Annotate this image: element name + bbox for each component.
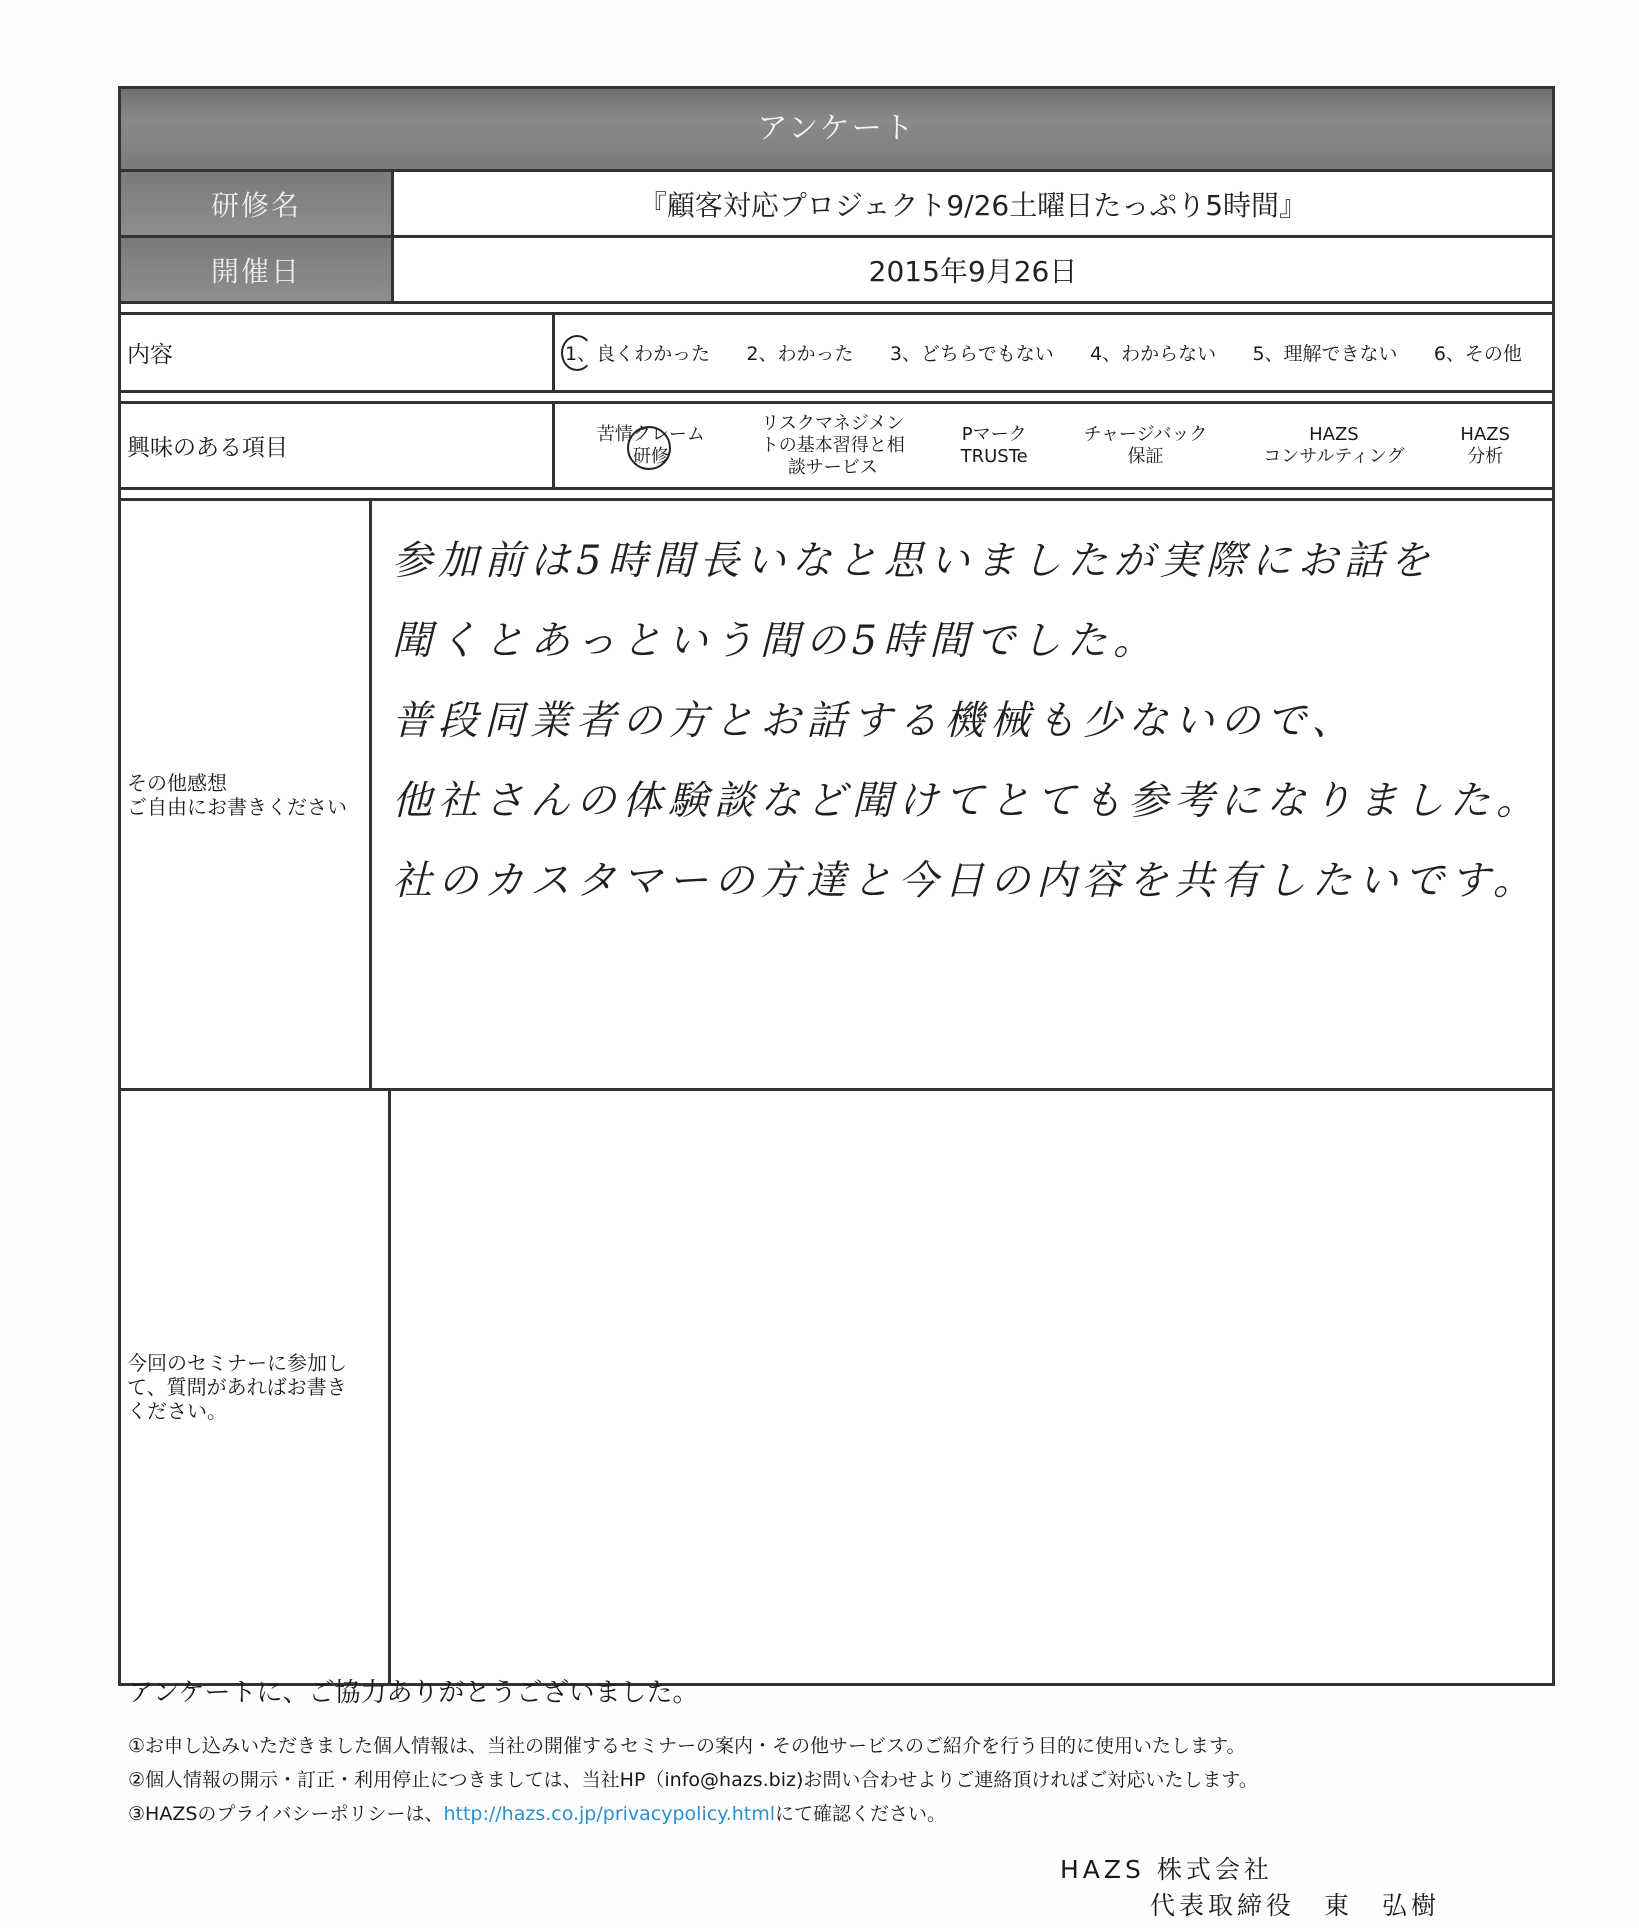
interest-label: HAZS 分析 xyxy=(1460,423,1511,467)
interest-complaint-training[interactable] xyxy=(597,424,705,468)
course-row xyxy=(121,172,1552,238)
privacy-note-3-prefix: ③HAZSのプライバシーポリシーは、 xyxy=(128,1803,444,1825)
impressions-row xyxy=(121,501,1552,1091)
content-label: 内容 xyxy=(121,315,555,390)
questions-field[interactable] xyxy=(391,1091,1552,1683)
survey-form xyxy=(118,86,1555,1686)
content-option-label: 6、その他 xyxy=(1433,343,1522,365)
interest-hazs-analysis[interactable] xyxy=(1460,424,1510,468)
handwritten-line: 普段同業者の方とお話する機械も少ないので、 xyxy=(392,698,1358,744)
content-option-label: 2、わかった xyxy=(746,343,854,365)
interest-risk-management[interactable] xyxy=(761,413,905,479)
content-option-label: 5、理解できない xyxy=(1252,343,1398,365)
interest-label: HAZS コンサルティング xyxy=(1263,423,1405,467)
interest-label: 苦情クレーム 研修 xyxy=(596,423,705,467)
interests-label: 興味のある項目 xyxy=(121,404,555,487)
content-option-label: 1、良くわかった xyxy=(565,343,711,365)
date-label: 開催日 xyxy=(121,238,394,301)
footer xyxy=(128,1672,1548,1831)
questions-label: 今回のセミナーに参加し て、質問があればお書き ください。 xyxy=(121,1091,391,1683)
interest-options xyxy=(555,404,1552,487)
section-gap xyxy=(121,304,1552,315)
handwritten-line: 社のカスタマーの方達と今日の内容を共有したいです。 xyxy=(392,858,1539,904)
interest-label: Pマーク TRUSTe xyxy=(960,423,1028,467)
content-row xyxy=(121,315,1552,393)
course-label: 研修名 xyxy=(121,172,394,235)
interest-hazs-consulting[interactable] xyxy=(1263,424,1404,468)
privacy-note-3-suffix: にて確認ください。 xyxy=(775,1803,947,1825)
content-options xyxy=(555,315,1552,390)
interest-label: リスクマネジメン トの基本習得と相 談サービス xyxy=(760,412,905,478)
section-gap xyxy=(121,393,1552,404)
content-option-6[interactable] xyxy=(1434,339,1522,366)
company-name: HAZS 株式会社 xyxy=(1060,1855,1273,1884)
impressions-field[interactable] xyxy=(372,501,1552,1088)
content-option-3[interactable] xyxy=(890,339,1054,366)
privacy-policy-link[interactable]: http://hazs.co.jp/privacypolicy.html xyxy=(443,1803,776,1825)
interest-label: チャージバック 保証 xyxy=(1083,423,1208,467)
thanks-message: アンケートに、ご協力ありがとうございました。 xyxy=(128,1678,699,1708)
date-value: 2015年9月26日 xyxy=(868,254,1078,288)
content-option-1[interactable] xyxy=(565,339,710,366)
questions-row xyxy=(121,1091,1552,1683)
form-title: アンケート xyxy=(121,89,1552,172)
interests-row xyxy=(121,404,1552,490)
section-gap xyxy=(121,490,1552,501)
date-row xyxy=(121,238,1552,304)
privacy-note-1: ①お申し込みいただきました個人情報は、当社の開催するセミナーの案内・その他サービスのご紹介を行う目的に使用いたします。 xyxy=(128,1735,1246,1757)
handwritten-line: 参加前は5時間長いなと思いましたが実際にお話を xyxy=(392,538,1436,584)
handwritten-line: 聞くとあっという間の5時間でした。 xyxy=(392,618,1160,664)
course-value: 『顧客対応プロジェクト9/26土曜日たっぷり5時間』 xyxy=(638,188,1308,222)
signature-block xyxy=(1060,1852,1440,1924)
handwritten-line: 他社さんの体験談など聞けてとても参考になりました。 xyxy=(392,778,1542,824)
content-option-2[interactable] xyxy=(746,339,853,366)
interest-pmark[interactable] xyxy=(961,424,1028,468)
content-option-5[interactable] xyxy=(1252,339,1397,366)
privacy-note-3 xyxy=(128,1797,1548,1831)
content-option-label: 4、わからない xyxy=(1090,343,1217,365)
representative-name: 代表取締役 東 弘樹 xyxy=(1150,1891,1441,1920)
privacy-note-2: ②個人情報の開示・訂正・利用停止につきましては、当社HP（info@hazs.biz)お問い合わせよりご連絡頂ければご対応いたします。 xyxy=(128,1769,1258,1791)
content-option-label: 3、どちらでもない xyxy=(889,343,1054,365)
impressions-label: その他感想 ご自由にお書きください xyxy=(121,501,372,1088)
interest-chargeback[interactable] xyxy=(1084,424,1208,468)
content-option-4[interactable] xyxy=(1090,339,1216,366)
